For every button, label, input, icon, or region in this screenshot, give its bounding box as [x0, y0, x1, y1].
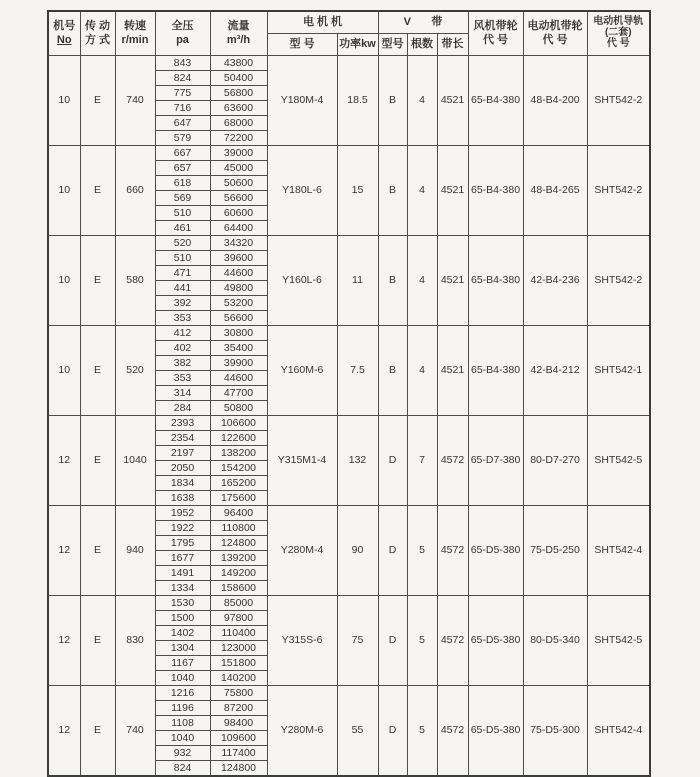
- header-speed: [115, 11, 155, 56]
- header-flow-cn: 流量: [227, 19, 250, 32]
- motor-model-cell: Y315S-6: [267, 596, 337, 686]
- flow-cell: 50800: [210, 401, 267, 416]
- motor-pulley-cell: 48-B4-265: [523, 146, 587, 236]
- fan-pulley-cell: 65-D7-380: [468, 416, 523, 506]
- motor-pulley-cell: 48-B4-200: [523, 56, 587, 146]
- belt-length-cell: 4521: [437, 146, 468, 236]
- machine-no-cell: 12: [48, 686, 80, 777]
- flow-cell: 68000: [210, 116, 267, 131]
- pressure-cell: 775: [155, 86, 210, 101]
- belt-length-cell: 4521: [437, 56, 468, 146]
- motor-pulley-cell: 42-B4-236: [523, 236, 587, 326]
- pressure-cell: 1216: [155, 686, 210, 701]
- drive-mode-cell: E: [80, 56, 115, 146]
- header-machine-no-en: No: [56, 33, 72, 46]
- motor-model-cell: Y280M-4: [267, 506, 337, 596]
- speed-cell: 580: [115, 236, 155, 326]
- pressure-cell: 1952: [155, 506, 210, 521]
- table-row: [48, 596, 650, 611]
- flow-cell: 49800: [210, 281, 267, 296]
- pressure-cell: 716: [155, 101, 210, 116]
- pressure-cell: 618: [155, 176, 210, 191]
- header-speed-unit: r/min: [121, 33, 149, 46]
- header-row-1: [48, 11, 650, 34]
- motor-power-cell: 15: [337, 146, 378, 236]
- header-motor-pulley: [523, 11, 587, 56]
- flow-cell: 45000: [210, 161, 267, 176]
- flow-cell: 175600: [210, 491, 267, 506]
- flow-cell: 124800: [210, 536, 267, 551]
- pressure-cell: 441: [155, 281, 210, 296]
- pressure-cell: 1922: [155, 521, 210, 536]
- flow-cell: 97800: [210, 611, 267, 626]
- motor-power-cell: 18.5: [337, 56, 378, 146]
- fan-pulley-cell: 65-B4-380: [468, 56, 523, 146]
- drive-mode-cell: E: [80, 506, 115, 596]
- pressure-cell: 824: [155, 761, 210, 777]
- belt-length-cell: 4572: [437, 416, 468, 506]
- header-motor-pulley-l1: 电动机带轮: [527, 19, 583, 32]
- flow-cell: 87200: [210, 701, 267, 716]
- belt-type-cell: D: [378, 506, 407, 596]
- belt-type-cell: B: [378, 326, 407, 416]
- header-motor-model: 型 号: [267, 34, 337, 56]
- pressure-cell: 510: [155, 251, 210, 266]
- header-pressure-unit: pa: [176, 33, 189, 46]
- flow-cell: 39900: [210, 356, 267, 371]
- header-fan-pulley-l2: 代 号: [483, 33, 509, 46]
- flow-cell: 34320: [210, 236, 267, 251]
- belt-type-cell: D: [378, 686, 407, 777]
- motor-pulley-cell: 75-D5-250: [523, 506, 587, 596]
- pressure-cell: 402: [155, 341, 210, 356]
- machine-no-cell: 10: [48, 146, 80, 236]
- flow-cell: 50600: [210, 176, 267, 191]
- table-row: [48, 56, 650, 71]
- flow-cell: 96400: [210, 506, 267, 521]
- motor-model-cell: Y280M-6: [267, 686, 337, 777]
- pressure-cell: 824: [155, 71, 210, 86]
- motor-rail-cell: SHT542-2: [587, 236, 650, 326]
- header-flow: [210, 11, 267, 56]
- table-row: [48, 686, 650, 701]
- pressure-cell: 471: [155, 266, 210, 281]
- header-motor-rail-l2: (二套): [604, 27, 632, 39]
- pressure-cell: 461: [155, 221, 210, 236]
- fan-pulley-cell: 65-B4-380: [468, 326, 523, 416]
- machine-no-cell: 12: [48, 416, 80, 506]
- pressure-cell: 1795: [155, 536, 210, 551]
- pressure-cell: 579: [155, 131, 210, 146]
- header-flow-unit: m³/h: [226, 33, 251, 46]
- pressure-cell: 520: [155, 236, 210, 251]
- pressure-cell: 392: [155, 296, 210, 311]
- flow-cell: 63600: [210, 101, 267, 116]
- flow-cell: 165200: [210, 476, 267, 491]
- pressure-cell: 2197: [155, 446, 210, 461]
- pressure-cell: 1834: [155, 476, 210, 491]
- pressure-cell: 1638: [155, 491, 210, 506]
- pressure-cell: 1196: [155, 701, 210, 716]
- flow-cell: 75800: [210, 686, 267, 701]
- pressure-cell: 1304: [155, 641, 210, 656]
- fan-pulley-cell: 65-D5-380: [468, 506, 523, 596]
- pressure-cell: 353: [155, 311, 210, 326]
- pressure-cell: 569: [155, 191, 210, 206]
- fan-spec-table: [47, 10, 651, 777]
- belt-type-cell: B: [378, 56, 407, 146]
- header-vbelt-model: 型号: [378, 34, 407, 56]
- flow-cell: 72200: [210, 131, 267, 146]
- fan-spec-table-wrap: [47, 10, 651, 777]
- table-row: [48, 146, 650, 161]
- motor-rail-cell: SHT542-2: [587, 146, 650, 236]
- motor-power-cell: 55: [337, 686, 378, 777]
- pressure-cell: 667: [155, 146, 210, 161]
- flow-cell: 122600: [210, 431, 267, 446]
- motor-power-cell: 90: [337, 506, 378, 596]
- pressure-cell: 412: [155, 326, 210, 341]
- flow-cell: 60600: [210, 206, 267, 221]
- header-motor-group: 电 机 机: [267, 11, 378, 34]
- motor-power-cell: 132: [337, 416, 378, 506]
- flow-cell: 110400: [210, 626, 267, 641]
- pressure-cell: 382: [155, 356, 210, 371]
- flow-cell: 117400: [210, 746, 267, 761]
- motor-power-cell: 11: [337, 236, 378, 326]
- flow-cell: 98400: [210, 716, 267, 731]
- pressure-cell: 657: [155, 161, 210, 176]
- header-fan-pulley-l1: 风机带轮: [473, 19, 518, 32]
- belt-type-cell: D: [378, 596, 407, 686]
- pressure-cell: 1334: [155, 581, 210, 596]
- header-drive-l1: 传 动: [84, 19, 111, 32]
- motor-rail-cell: SHT542-4: [587, 506, 650, 596]
- flow-cell: 149200: [210, 566, 267, 581]
- machine-no-cell: 10: [48, 56, 80, 146]
- pressure-cell: 843: [155, 56, 210, 71]
- flow-cell: 53200: [210, 296, 267, 311]
- flow-cell: 140200: [210, 671, 267, 686]
- flow-cell: 56600: [210, 191, 267, 206]
- flow-cell: 39000: [210, 146, 267, 161]
- flow-cell: 56600: [210, 311, 267, 326]
- motor-rail-cell: SHT542-5: [587, 416, 650, 506]
- machine-no-cell: 10: [48, 326, 80, 416]
- header-vbelt-count: 根数: [407, 34, 437, 56]
- header-motor-pulley-l2: 代 号: [542, 33, 568, 46]
- belt-length-cell: 4521: [437, 236, 468, 326]
- flow-cell: 151800: [210, 656, 267, 671]
- drive-mode-cell: E: [80, 416, 115, 506]
- drive-mode-cell: E: [80, 686, 115, 777]
- motor-rail-cell: SHT542-5: [587, 596, 650, 686]
- table-row: [48, 416, 650, 431]
- header-fan-pulley: [468, 11, 523, 56]
- speed-cell: 1040: [115, 416, 155, 506]
- flow-cell: 35400: [210, 341, 267, 356]
- pressure-cell: 1500: [155, 611, 210, 626]
- pressure-cell: 1491: [155, 566, 210, 581]
- motor-model-cell: Y160L-6: [267, 236, 337, 326]
- motor-rail-cell: SHT542-1: [587, 326, 650, 416]
- motor-pulley-cell: 80-D7-270: [523, 416, 587, 506]
- motor-model-cell: Y160M-6: [267, 326, 337, 416]
- pressure-cell: 353: [155, 371, 210, 386]
- belt-count-cell: 4: [407, 326, 437, 416]
- speed-cell: 830: [115, 596, 155, 686]
- flow-cell: 110800: [210, 521, 267, 536]
- flow-cell: 44600: [210, 266, 267, 281]
- motor-pulley-cell: 42-B4-212: [523, 326, 587, 416]
- header-vbelt-length: 带长: [437, 34, 468, 56]
- flow-cell: 138200: [210, 446, 267, 461]
- belt-length-cell: 4572: [437, 596, 468, 686]
- flow-cell: 47700: [210, 386, 267, 401]
- pressure-cell: 1040: [155, 731, 210, 746]
- motor-power-cell: 7.5: [337, 326, 378, 416]
- belt-length-cell: 4521: [437, 326, 468, 416]
- machine-no-cell: 12: [48, 506, 80, 596]
- motor-rail-cell: SHT542-2: [587, 56, 650, 146]
- speed-cell: 660: [115, 146, 155, 236]
- pressure-cell: 1108: [155, 716, 210, 731]
- pressure-cell: 284: [155, 401, 210, 416]
- machine-no-cell: 10: [48, 236, 80, 326]
- header-drive-l2: 方 式: [84, 33, 111, 46]
- drive-mode-cell: E: [80, 326, 115, 416]
- motor-model-cell: Y180M-4: [267, 56, 337, 146]
- belt-count-cell: 5: [407, 686, 437, 777]
- pressure-cell: 2050: [155, 461, 210, 476]
- belt-type-cell: D: [378, 416, 407, 506]
- header-motor-power: 功率kw: [337, 34, 378, 56]
- pressure-cell: 932: [155, 746, 210, 761]
- speed-cell: 740: [115, 56, 155, 146]
- header-motor-rail: [587, 11, 650, 56]
- pressure-cell: 510: [155, 206, 210, 221]
- spec-table-body: [48, 56, 650, 777]
- flow-cell: 56800: [210, 86, 267, 101]
- header-motor-rail-l3: 代 号: [606, 37, 630, 49]
- header-machine-no: [48, 11, 80, 56]
- motor-model-cell: Y315M1-4: [267, 416, 337, 506]
- motor-pulley-cell: 80-D5-340: [523, 596, 587, 686]
- table-row: [48, 236, 650, 251]
- flow-cell: 124800: [210, 761, 267, 777]
- drive-mode-cell: E: [80, 146, 115, 236]
- table-row: [48, 506, 650, 521]
- speed-cell: 740: [115, 686, 155, 777]
- speed-cell: 520: [115, 326, 155, 416]
- speed-cell: 940: [115, 506, 155, 596]
- pressure-cell: 314: [155, 386, 210, 401]
- drive-mode-cell: E: [80, 236, 115, 326]
- header-vbelt-dai: 带: [431, 15, 443, 28]
- flow-cell: 44600: [210, 371, 267, 386]
- belt-count-cell: 7: [407, 416, 437, 506]
- belt-count-cell: 4: [407, 56, 437, 146]
- flow-cell: 30800: [210, 326, 267, 341]
- pressure-cell: 1677: [155, 551, 210, 566]
- fan-pulley-cell: 65-D5-380: [468, 686, 523, 777]
- belt-count-cell: 5: [407, 506, 437, 596]
- spec-table-header: [48, 11, 650, 56]
- header-speed-cn: 转速: [124, 19, 146, 32]
- fan-pulley-cell: 65-B4-380: [468, 146, 523, 236]
- pressure-cell: 1402: [155, 626, 210, 641]
- header-drive: [80, 11, 115, 56]
- header-pressure-cn: 全压: [171, 19, 194, 32]
- motor-power-cell: 75: [337, 596, 378, 686]
- motor-pulley-cell: 75-D5-300: [523, 686, 587, 777]
- belt-type-cell: B: [378, 146, 407, 236]
- belt-count-cell: 4: [407, 236, 437, 326]
- header-pressure: [155, 11, 210, 56]
- fan-pulley-cell: 65-B4-380: [468, 236, 523, 326]
- pressure-cell: 647: [155, 116, 210, 131]
- motor-model-cell: Y180L-6: [267, 146, 337, 236]
- flow-cell: 158600: [210, 581, 267, 596]
- flow-cell: 50400: [210, 71, 267, 86]
- header-motor-rail-l1: 电动机导轨: [593, 16, 644, 28]
- flow-cell: 106600: [210, 416, 267, 431]
- belt-length-cell: 4572: [437, 686, 468, 777]
- flow-cell: 154200: [210, 461, 267, 476]
- table-row: [48, 326, 650, 341]
- machine-no-cell: 12: [48, 596, 80, 686]
- pressure-cell: 1530: [155, 596, 210, 611]
- pressure-cell: 1167: [155, 656, 210, 671]
- belt-count-cell: 5: [407, 596, 437, 686]
- flow-cell: 109600: [210, 731, 267, 746]
- drive-mode-cell: E: [80, 596, 115, 686]
- flow-cell: 139200: [210, 551, 267, 566]
- flow-cell: 39600: [210, 251, 267, 266]
- pressure-cell: 2354: [155, 431, 210, 446]
- flow-cell: 64400: [210, 221, 267, 236]
- fan-pulley-cell: 65-D5-380: [468, 596, 523, 686]
- header-vbelt-v: V: [403, 15, 412, 28]
- belt-count-cell: 4: [407, 146, 437, 236]
- header-vbelt-group: [378, 11, 468, 34]
- flow-cell: 43800: [210, 56, 267, 71]
- belt-type-cell: B: [378, 236, 407, 326]
- motor-rail-cell: SHT542-4: [587, 686, 650, 777]
- pressure-cell: 1040: [155, 671, 210, 686]
- pressure-cell: 2393: [155, 416, 210, 431]
- belt-length-cell: 4572: [437, 506, 468, 596]
- header-machine-no-cn: 机号: [53, 19, 76, 32]
- flow-cell: 123000: [210, 641, 267, 656]
- flow-cell: 85000: [210, 596, 267, 611]
